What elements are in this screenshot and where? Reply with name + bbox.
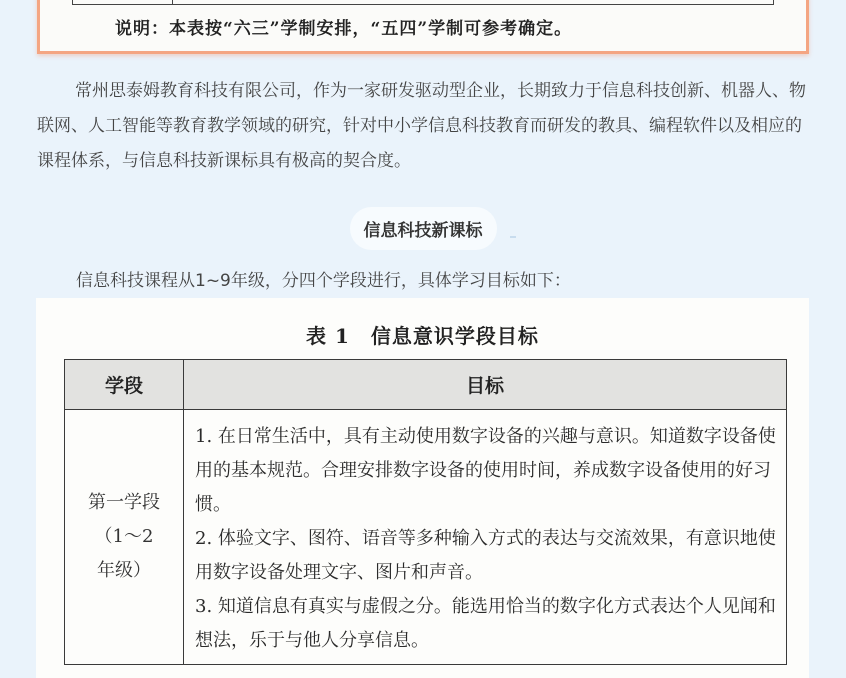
section-heading-wrap: [0, 207, 846, 250]
stage-grade-open: （1～2: [94, 526, 154, 547]
previous-table-image: [37, 0, 809, 54]
table-caption: 表 1 信息意识学段目标: [306, 324, 539, 348]
table-header-row: [65, 360, 787, 410]
goal-item: 3. 知道信息有真实与虚假之分。能选用恰当的数字化方式表达个人见闻和想法，乐于与他人分享信息。: [195, 596, 776, 651]
previous-table-border: [72, 0, 774, 5]
table-row: [65, 410, 787, 665]
goal-table: [64, 359, 787, 665]
goal-item: 2. 体验文字、图符、语音等多种输入方式的表达与交流效果，有意识地使用数字设备处理文字、图片和声音。: [195, 528, 776, 583]
lead-text: 信息科技课程从1~9年级，分四个学段进行，具体学习目标如下：: [76, 271, 571, 291]
stage-grade-close: 年级）: [97, 560, 151, 581]
goal-cell: [184, 410, 787, 665]
header-stage: 学段: [65, 360, 184, 410]
section-heading-decoration: [510, 236, 516, 238]
goal-item: 1. 在日常生活中，具有主动使用数字设备的兴趣与意识。知道数字设备使用的基本规范。合理安排数字设备的使用时间，养成数字设备使用的好习惯。: [195, 426, 776, 515]
stage-cell: [65, 410, 184, 665]
table-note: 说明：本表按“六三”学制安排，“五四”学制可参考确定。: [115, 19, 573, 39]
stage-name: 第一学段: [88, 492, 160, 513]
previous-table-divider: [172, 0, 173, 4]
intro-paragraph: 常州思泰姆教育科技有限公司，作为一家研发驱动型企业，长期致力于信息科技创新、机器人、物联网、人工智能等教育教学领域的研究，针对中小学信息科技教育而研发的教具、编程软件以及相应的课程体系，与信息科技新课标具有极高的契合度。: [37, 81, 806, 171]
header-goal: 目标: [184, 360, 787, 410]
goal-table-image: [36, 298, 809, 678]
section-heading: 信息科技新课标: [350, 207, 497, 250]
